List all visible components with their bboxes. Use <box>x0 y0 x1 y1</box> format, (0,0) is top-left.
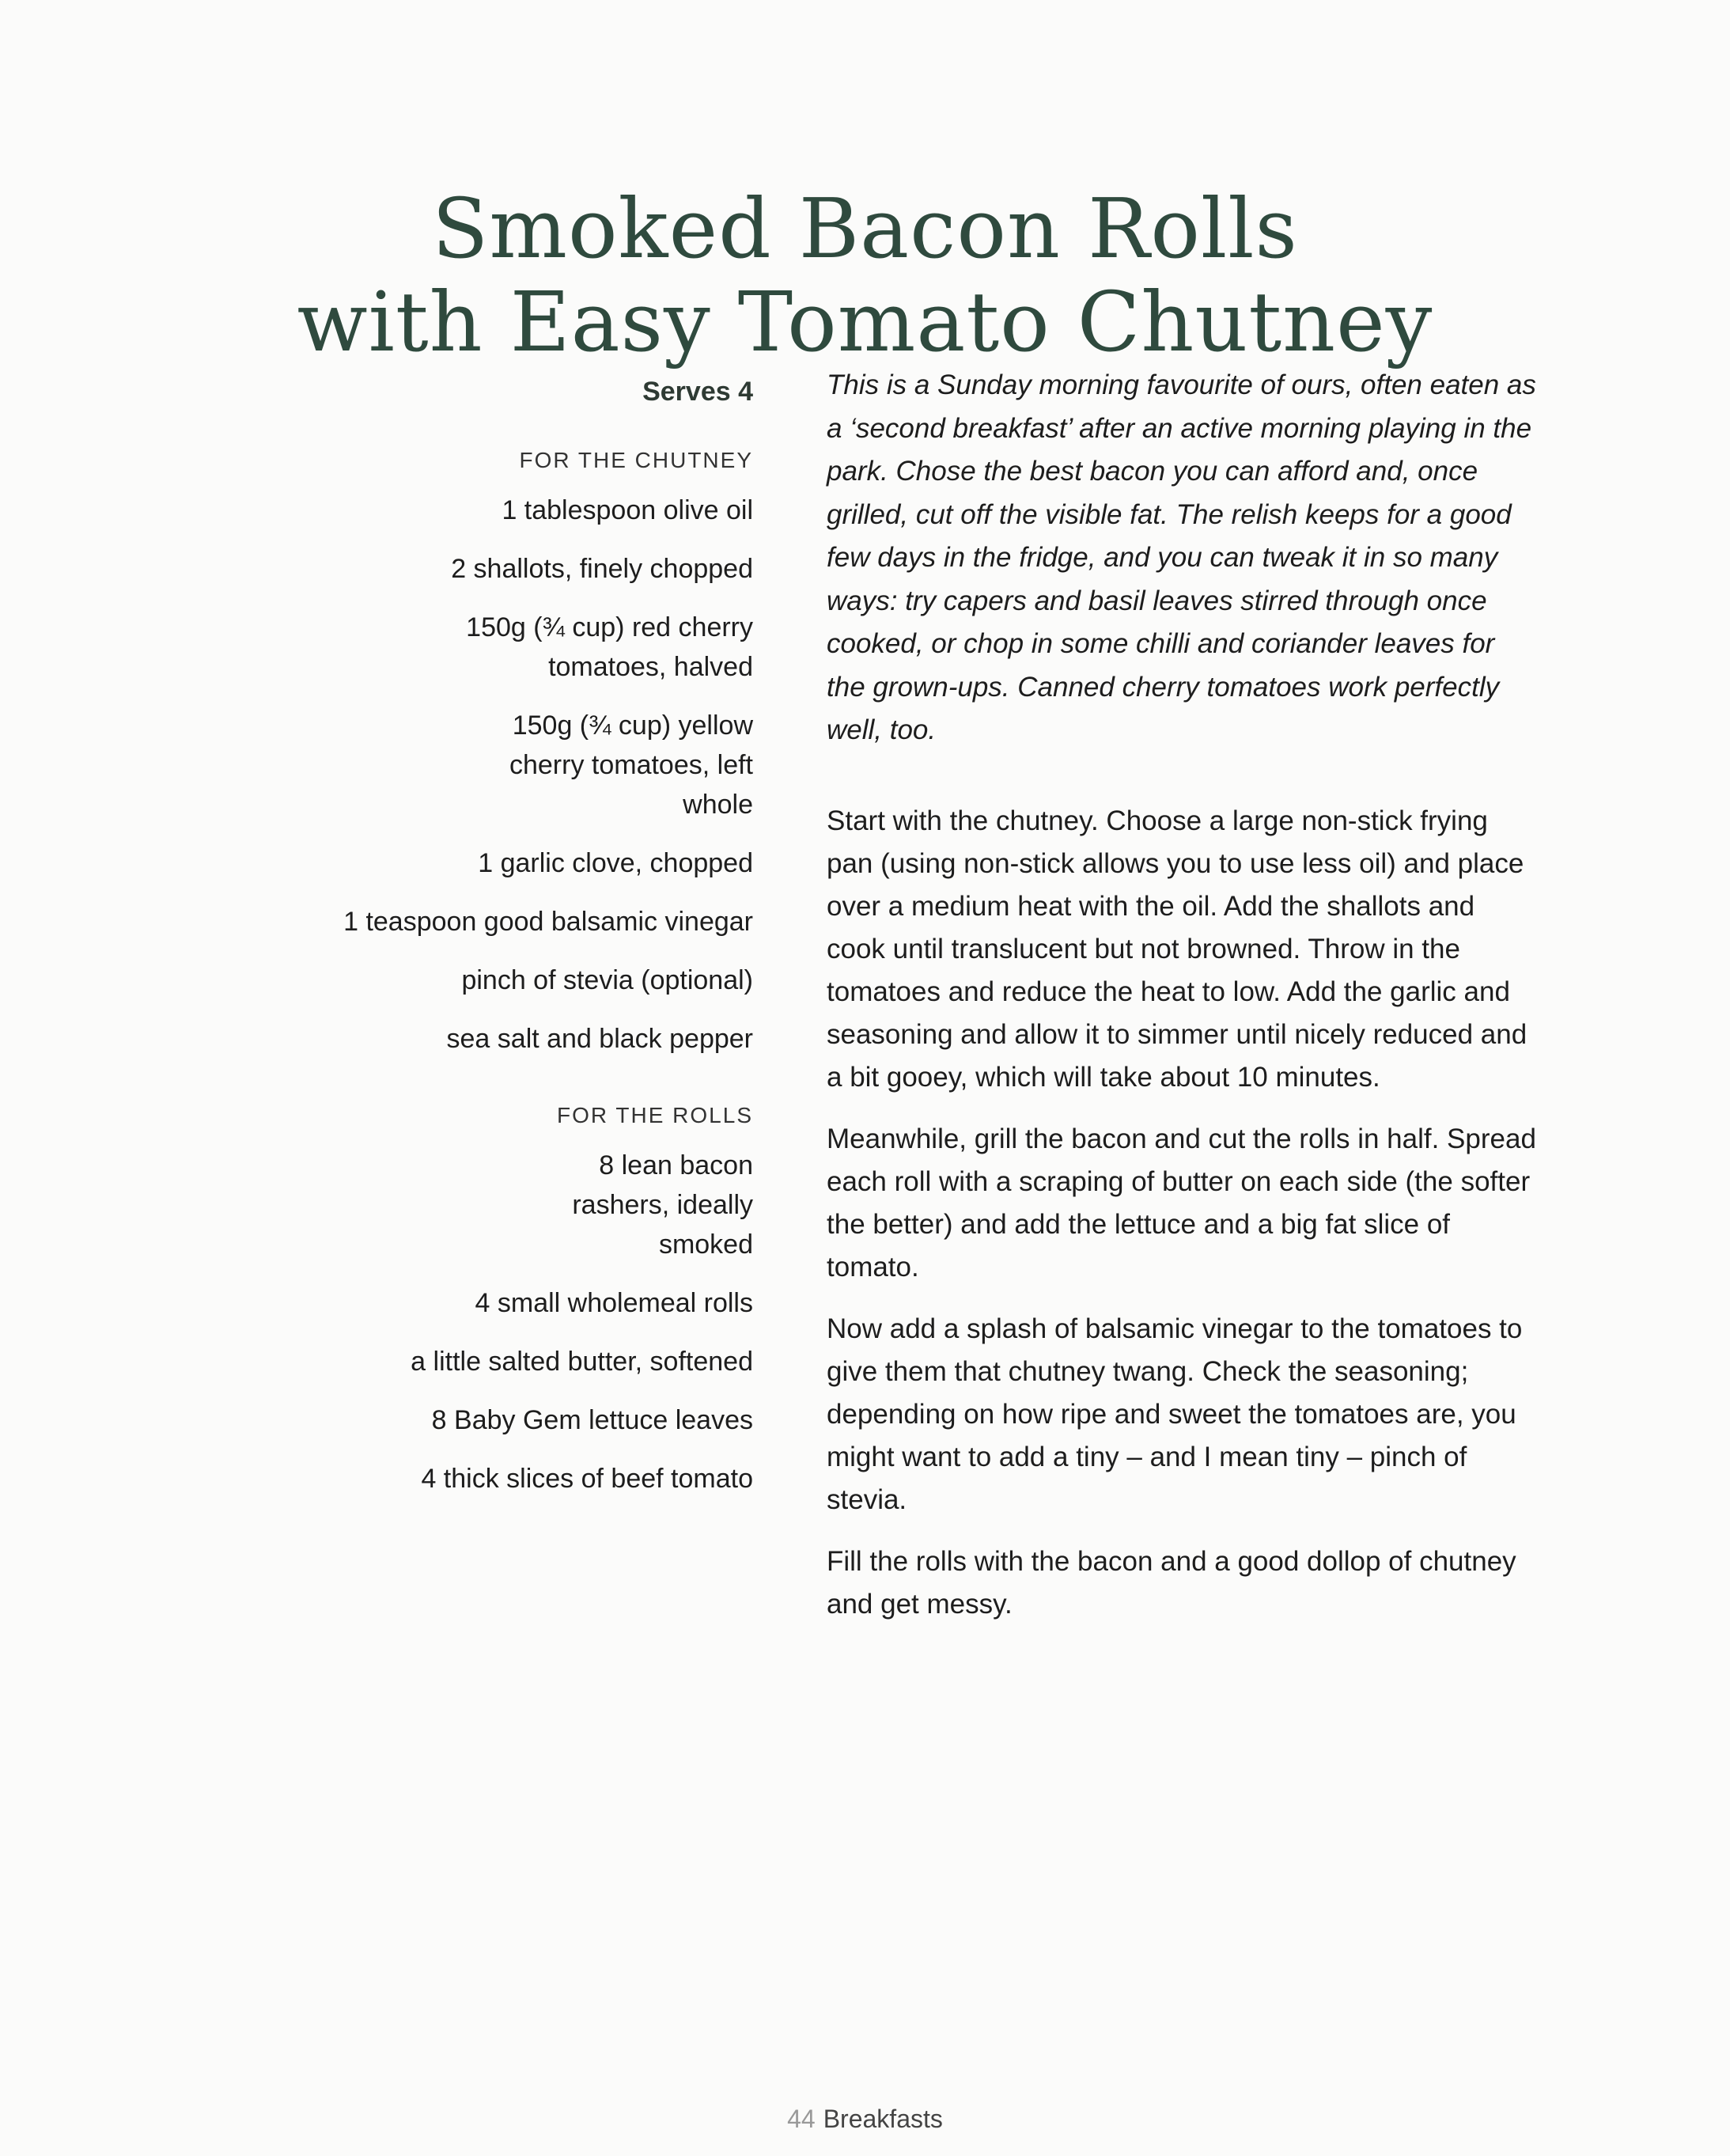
method-step: Meanwhile, grill the bacon and cut the rolls in half. Spread each roll with a scraping of butter on each side (the softer the better) and add the lettuce and a big fat slice of tomato. <box>827 1123 1536 1283</box>
section-name: Breakfasts <box>823 2105 943 2133</box>
ingredient-item: 4 thick slices of beef tomato <box>421 1464 753 1494</box>
ingredient-item: 2 shallots, finely chopped <box>451 554 753 584</box>
title-line-2: with Easy Tomato Chutney <box>297 273 1433 370</box>
ingredient-item: a little salted butter, softened <box>411 1347 753 1377</box>
ingredient-item: 8 lean bacon rashers, ideally smoked <box>572 1150 753 1260</box>
method-step: Start with the chutney. Choose a large non-stick frying pan (using non-stick allows you to use less oil) and place over a medium heat with the oil. Add the shallots and cook until translucent but not browned. Throw in the tomatoes and reduce the heat to low. Add the garlic and seasoning and allow it to simmer until nicely reduced and a bit gooey, which will take about 10 minutes. <box>827 805 1527 1093</box>
intro-paragraph: This is a Sunday morning favourite of ours, often eaten as a ‘second breakfast’ after an active morning playing in the park. Chose the best bacon you can afford and, once grilled, cut off the visible fat. The relish keeps for a good few days in the fridge, and you can tweak it in so many ways: try capers and basil leaves stirred through once cooked, or chop in some chilli and coriander leaves for the grown-ups. Canned cherry tomatoes work perfectly well, too. <box>827 369 1536 745</box>
ingredient-item: 1 tablespoon olive oil <box>502 495 753 525</box>
ingredients-column <box>237 372 753 1518</box>
page-number: 44 <box>787 2105 816 2133</box>
rolls-heading: FOR THE ROLLS <box>557 1103 753 1127</box>
ingredient-item: 150g (¾ cup) red cherry tomatoes, halved <box>466 612 753 682</box>
method-step: Now add a splash of balsamic vinegar to the tomatoes to give them that chutney twang. Check the seasoning; depending on how ripe and sweet the tomatoes are, you might want to add a tiny – and I mean tiny – pinch of stevia. <box>827 1313 1523 1515</box>
ingredient-item: 4 small wholemeal rolls <box>475 1288 753 1318</box>
chutney-heading: FOR THE CHUTNEY <box>519 448 753 472</box>
page-footer <box>0 2105 1730 2134</box>
method-step: Fill the rolls with the bacon and a good dollop of chutney and get messy. <box>827 1545 1516 1620</box>
ingredient-item: 8 Baby Gem lettuce leaves <box>431 1405 753 1435</box>
ingredient-item: 1 garlic clove, chopped <box>478 848 753 878</box>
ingredient-item: pinch of stevia (optional) <box>461 965 753 995</box>
method-column <box>827 364 1539 1645</box>
ingredient-item: sea salt and black pepper <box>446 1024 753 1054</box>
ingredient-item: 1 teaspoon good balsamic vinegar <box>343 907 753 937</box>
recipe-title <box>0 182 1730 369</box>
title-line-1: Smoked Bacon Rolls <box>432 180 1298 277</box>
serves-label: Serves 4 <box>642 377 753 407</box>
ingredient-item: 150g (¾ cup) yellow cherry tomatoes, left whole <box>509 710 753 820</box>
